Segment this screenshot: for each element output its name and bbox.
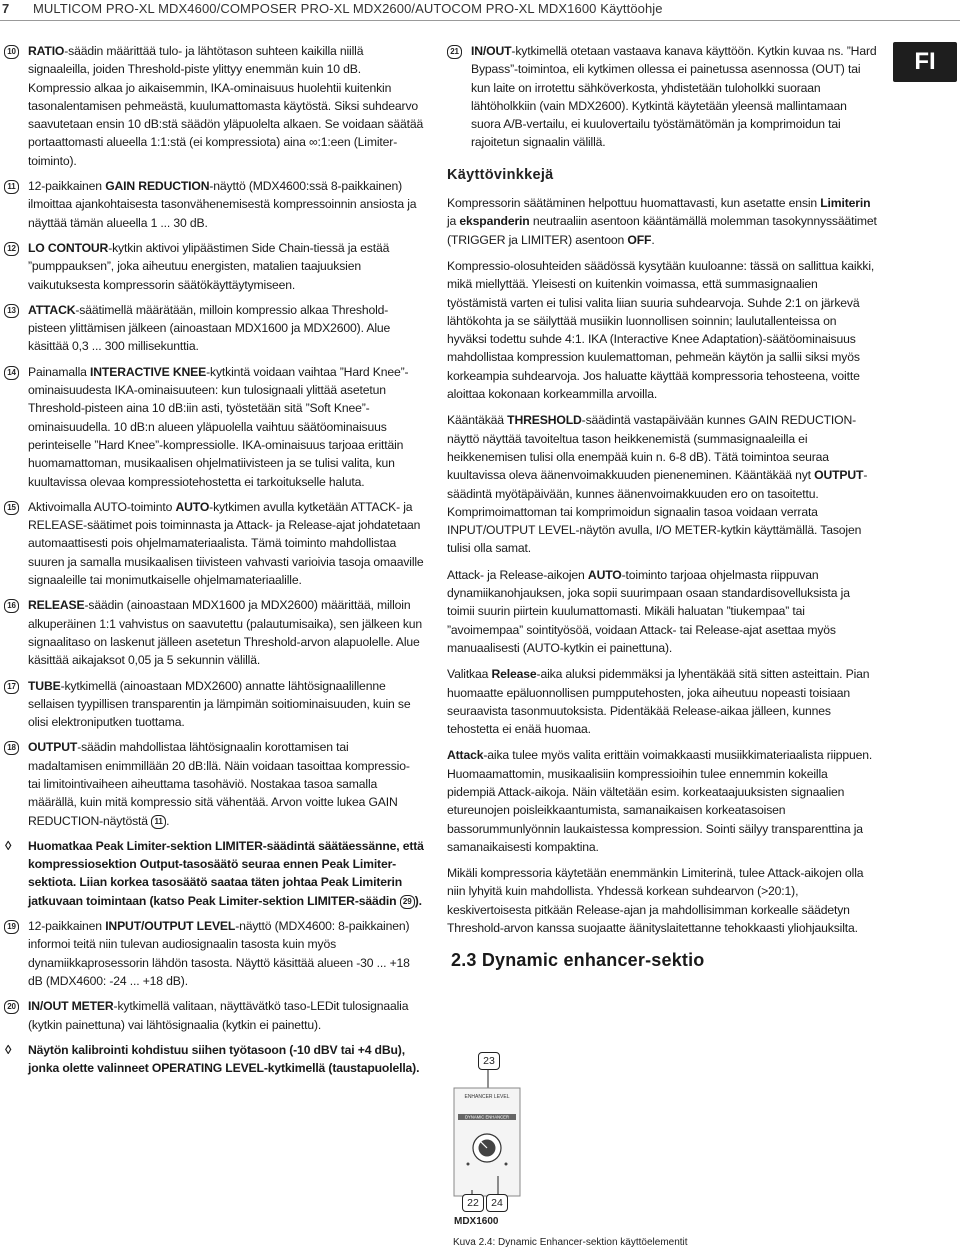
item-text: Aktivoimalla AUTO-toiminto AUTO-kytkimen avulla kytketään ATTACK- ja RELEASE-säätimet pois toiminnasta ja Attack- ja Release-ajat johdatetaan automaattisesti pois ohjelmamateriaalista. Tämä toiminto mahdollistaa suuren ja samalla musikaalisen tiivisteen vahvasti varioivia tasoja omaaville signaaleille tai monimutkaiselle ohjelmamateriaalille. [28,499,424,588]
item-number-badge: 16 [4,599,19,613]
item-number-badge: 15 [4,501,19,515]
item-number-badge: 12 [4,242,19,256]
item-text: ATTACK-säätimellä määrätään, milloin kompressio alkaa Threshold-pisteen ylittämisen jälkeen (ainoastaan MDX1600 ja MDX2600). Alue käsittää 0,3 ... 300 millisekunttia. [28,302,391,354]
item-number-badge: 11 [4,180,19,194]
list-item-13 [4,301,424,356]
paragraph: Kompressorin säätäminen helpottuu huomattavasti, kun asetatte ensin Limiterin ja ekspanderin neutraaliin asentoon kääntämällä molemman tasokynnyssäätimet (TRIGGER ja LIMITER) asentoon OFF. [447,196,877,247]
item-text: LO CONTOUR-kytkin aktivoi ylipäästimen Side Chain-tiessä ja estää ”pumppauksen”, joka aiheutuu energisten, matalien taajuuksien vaikutuksesta kompressorin säätökäyttäytymiseen. [28,240,390,292]
note-item [4,1041,424,1078]
list-item-16 [4,596,424,669]
item-text: Näytön kalibrointi kohdistuu siihen työtasoon (-10 dBV tai +4 dBu), jonka olette valinneet OPERATING LEVEL-kytkimellä (taustapuolella). [28,1042,420,1076]
list-item-11 [4,177,424,232]
paragraph: Attack- ja Release-aikojen AUTO-toiminto tarjoaa ohjelmasta riippuvan dynamiikanohjauksen, joka sopii suurimpaan osaan standardisovelluksista ja toimii suurin piirtein kuulumattomasti. Mikäli haluatan ”tiukempaa” tai ”avoimempaa” sointityösöä, voidaan Attack- tai Release-ajat asettaa myös manuaalisesti (AUTO-kytkin ei painettuna). [447,567,850,655]
item-number-badge: 19 [4,920,19,934]
list-item-19 [4,917,424,990]
item-number-badge: 17 [4,680,19,694]
enhancer-figure [446,1052,606,1242]
list-item-17 [4,677,424,732]
item-text: OUTPUT-säädin mahdollistaa lähtösignaalin korottamisen tai madaltamisen enimmillään 20 dB:llä. Näin voidaan tasoittaa kompressio- tai limitointivaiheen aiheuttama tasohäviö. Nostakaa tasoa samalla määrällä, kuin mitä kompressio sitä vähentää. Arvon voitte lukea GAIN REDUCTION-näytöstä 11 . [28,740,410,828]
paragraph: Valitkaa Release-aika aluksi pidemmäksi ja lyhentäkää sitä sitten asteittain. Pian huomaatte epäluonnollisen pumpputehosten, joka aiheutuu nopeasti toisiaan seuraavista tasonmuutoksista. Pidentäkää Release-aikaa jälleen, kunnes tehostetta ei enää huomaa. [447,667,870,737]
model-label: MDX1600 [454,1216,499,1227]
item-text: RELEASE-säädin (ainoastaan MDX1600 ja MDX2600) määrittää, milloin alkuperäinen 1:1 vahvistus on saavutettu (palautumisaika), sen jälkeen kun signaalitaso on laskenut jälleen asetetun Threshold-arvon alapuolelle. Alue käsittää aikajaksot 0,05 ja 5 sekunnin välillä. [28,598,423,668]
language-badge: FI [893,42,957,82]
note-item [4,837,424,910]
item-number-badge: 20 [4,1000,19,1014]
button-label: DYNAMIC ENHANCER [465,1114,509,1120]
item-text: Huomatkaa Peak Limiter-sektion LIMITER-säädintä säätäessänne, että kompressiosektion Output-tasosäätö seuraa ennen Peak Limiter-sektiota. Liian korkea tasosäätö saataa täten johtaa Peak Limiterin jatkuvaan toimintaan (katso Peak Limiter-sektion LIMITER-säädin 29 ). [28,838,424,908]
item-number-badge: 21 [447,45,462,59]
paragraph: Kompressio-olosuhteiden säädössä kysytään kuuloanne: tässä on sallittua kaikki, mikä miellyttää. Yleisesti on kuitenkin voimassa, että summasignaalien työstämistä varten ei tulisi valita liian suuria suhdearvoja. Suhde 2:1 on järkevä lähtökohta ja se säilyttää musiikin luonnollisen soinnin; laulutallenteissa on hyväksi todettu suhde 4:1. IKA (Interactive Knee Adaptation)-säätöominaisuus mahdollistaa kompression kuulemattoman, pehmeän käytön ja sallii siksi myös korkeampia suhdearvoja. Jos haluatte käyttää kompressoria tehosteena, voitte aloittaa kokonaan korkeammilla arvoilla. [447,258,875,402]
item-text: 12-paikkainen INPUT/OUTPUT LEVEL-näyttö (MDX4600: 8-paikkainen) informoi teitä niin tulevan audiosignaalin tasosta kuin myös dynamiikkaprosessorin lähdön tasosta. Näyttö käsittää alueen -30 ... +18 dB (MDX4600: -24 ... +18 dB). [28,919,410,988]
page-header [0,0,960,22]
diamond-icon: ◊ [5,837,12,853]
item-text: RATIO-säädin määrittää tulo- ja lähtötason suhteen kaikilla niillä signaaleilla, joiden Threshold-piste ylittyy enemmän kuin 10 dB. Kompressio alkaa jo aikaisemmin, IKA-ominaisuus huolehtii kuitenkin tasonalentamisen pehmeästä, kuulumattomasta käytöstä. Siksi suhdearvo saavutetaan ensin 10 dB:stä säädön yläpuolelta alkaen. Se voidaan säätää portaattomasti alueella 1:1:stä (ei kompressiota) aina ∞:1:een (Limiter-toiminto). [28,44,424,168]
item-number-badge: 18 [4,741,19,755]
diamond-icon: ◊ [5,1041,12,1057]
paragraph: Mikäli kompressoria käytetään enemmänkin Limiterinä, tulee Attack-aikojen olla niin lyhyitä kuin mahdollista. Yhdessä korkean suhdearvon (>20:1), keskivertoisesta pitkään Release-ajan ja mahdollisimman korkealle säädetyn Threshold-arvon kanssa suojaatte äänityslaitettanne tehokkaasti yliohjauksilta. [447,866,864,936]
list-item-18 [4,738,424,829]
item-text: Painamalla INTERACTIVE KNEE-kytkintä voidaan vaihtaa ”Hard Knee”-ominaisuudesta IKA-ominaisuuteen: kun tulosignaali ylittää asetetun Threshold-pisteen aina 10 dB:iin asti, työstetään sitä ”Soft Knee”-ominaisuudella. 10 dB:n alueen yläpuolella vaihtuu säätöominaisuus perinteiselle ”Hard Knee”-kompressiolle. IKA-ominaisuus tarjoaa erittäin huomamattoman, musikaalisen ohjelmatiivisteen ja se tulisi valita, kun kuultavissa olevaa kompressiotehostetta ei tarkoitukselle haluta. [28,364,409,489]
list-item-21 [447,42,879,152]
section-title-enhancer: 2.3 Dynamic enhancer-sektio [451,950,705,971]
paragraph: Attack-aika tulee myös valita erittäin voimakkaasti musiikkimateriaalista riippuen. Huomaamattomin, musikaalisiin kompressioihin tulee ennemmin kokeilla pidempiä Attack-aikoja. Näin vältetään esim. korkeataajuuksisten signaalien etureunojen poisleikkaantumista, samanaikaisen korkeatasoisen bassorummunlyönnin laukaistessa kompression. Sointi säilyy transparenttina ja samanaikaisesti kompaktina. [447,748,873,854]
item-text: IN/OUT-kytkimellä otetaan vastaava kanava käyttöön. Kytkin kuvaa ns. ”Hard Bypass”-toimintoa, eli kytkimen ollessa ei painetussa asennossa (OUT) tai kun laite on irrotettu sähköverkosta, yhdistetään tuloholkki suoraan lähtöholkkiin (vain MDX2600). Kytkintä käytetään yleensä mallintamaan suora A/B-vertailu, ei kuulovertailu työstämätömän ja komprimoidun tai rajoitetun signaalin välillä. [471,44,877,150]
enhancer-panel-illustration [446,1052,606,1242]
header-title: MULTICOM PRO-XL MDX4600/COMPOSER PRO-XL MDX2600/AUTOCOM PRO-XL MDX1600 Käyttöohje [33,1,663,16]
header-rule [0,20,960,21]
item-text: IN/OUT METER-kytkimellä valitaan, näyttävätkö taso-LEDit tulosignaalia (kytkin painettuna) vai lähtösignaalia (kytkin ei painettu). [28,999,409,1032]
callout-22: 22 [462,1194,484,1212]
section-heading-tips: Käyttövinkkejä [447,166,554,183]
left-column [4,42,424,1084]
list-item-15 [4,498,424,589]
item-number-badge: 13 [4,304,19,318]
paragraph: Kääntäkää THRESHOLD-säädintä vastapäivään kunnes GAIN REDUCTION-näyttö näyttää tavoiteltua tason heikkenemistä (summasignaaleilla ei heikkenemisen tulisi olla enempää kuin n. 6-8 dB). Tätä toimintoa seuraa kuultavissa oleva äänenvoimakkuuden pieneneminen. Kääntäkää nyt OUTPUT-säädintä myötäpäivään, kunnes äänenvoimakkuuden ero on tasoitettu. Komprimoimattoman tai komprimoidun signaalin tasoa voidaan verrata INPUT/OUTPUT LEVEL-näytön avulla, I/O METER-kytkin käyttämällä. Tasojen tulisi olla samat. [447,413,868,556]
right-column [447,42,879,978]
panel-label: ENHANCER LEVEL [464,1094,510,1100]
item-number-badge: 14 [4,366,19,380]
figure-caption: Kuva 2.4: Dynamic Enhancer-sektion käyttöelementit [453,1237,688,1248]
list-item-14 [4,363,424,491]
list-item-20 [4,997,424,1034]
item-number-badge: 10 [4,45,19,59]
list-item-10 [4,42,424,170]
page-number: 7 [2,1,10,16]
item-text: 12-paikkainen GAIN REDUCTION-näyttö (MDX4600:ssä 8-paikkainen) ilmoittaa ajankohtaisesta tasonvähenemisestä kompressoinnin ansiosta ja näyttää tämän alueella 1 ... 30 dB. [28,179,417,230]
callout-24: 24 [486,1194,508,1212]
list-item-12 [4,239,424,294]
callout-23: 23 [478,1052,500,1070]
item-text: TUBE-kytkimellä (ainoastaan MDX2600) annatte lähtösignaalillenne sellaisen tyypillisen transparentin ja lämpimän soitiominaisuuden, kuin se olisi elektroniputken tuottama. [28,678,411,730]
